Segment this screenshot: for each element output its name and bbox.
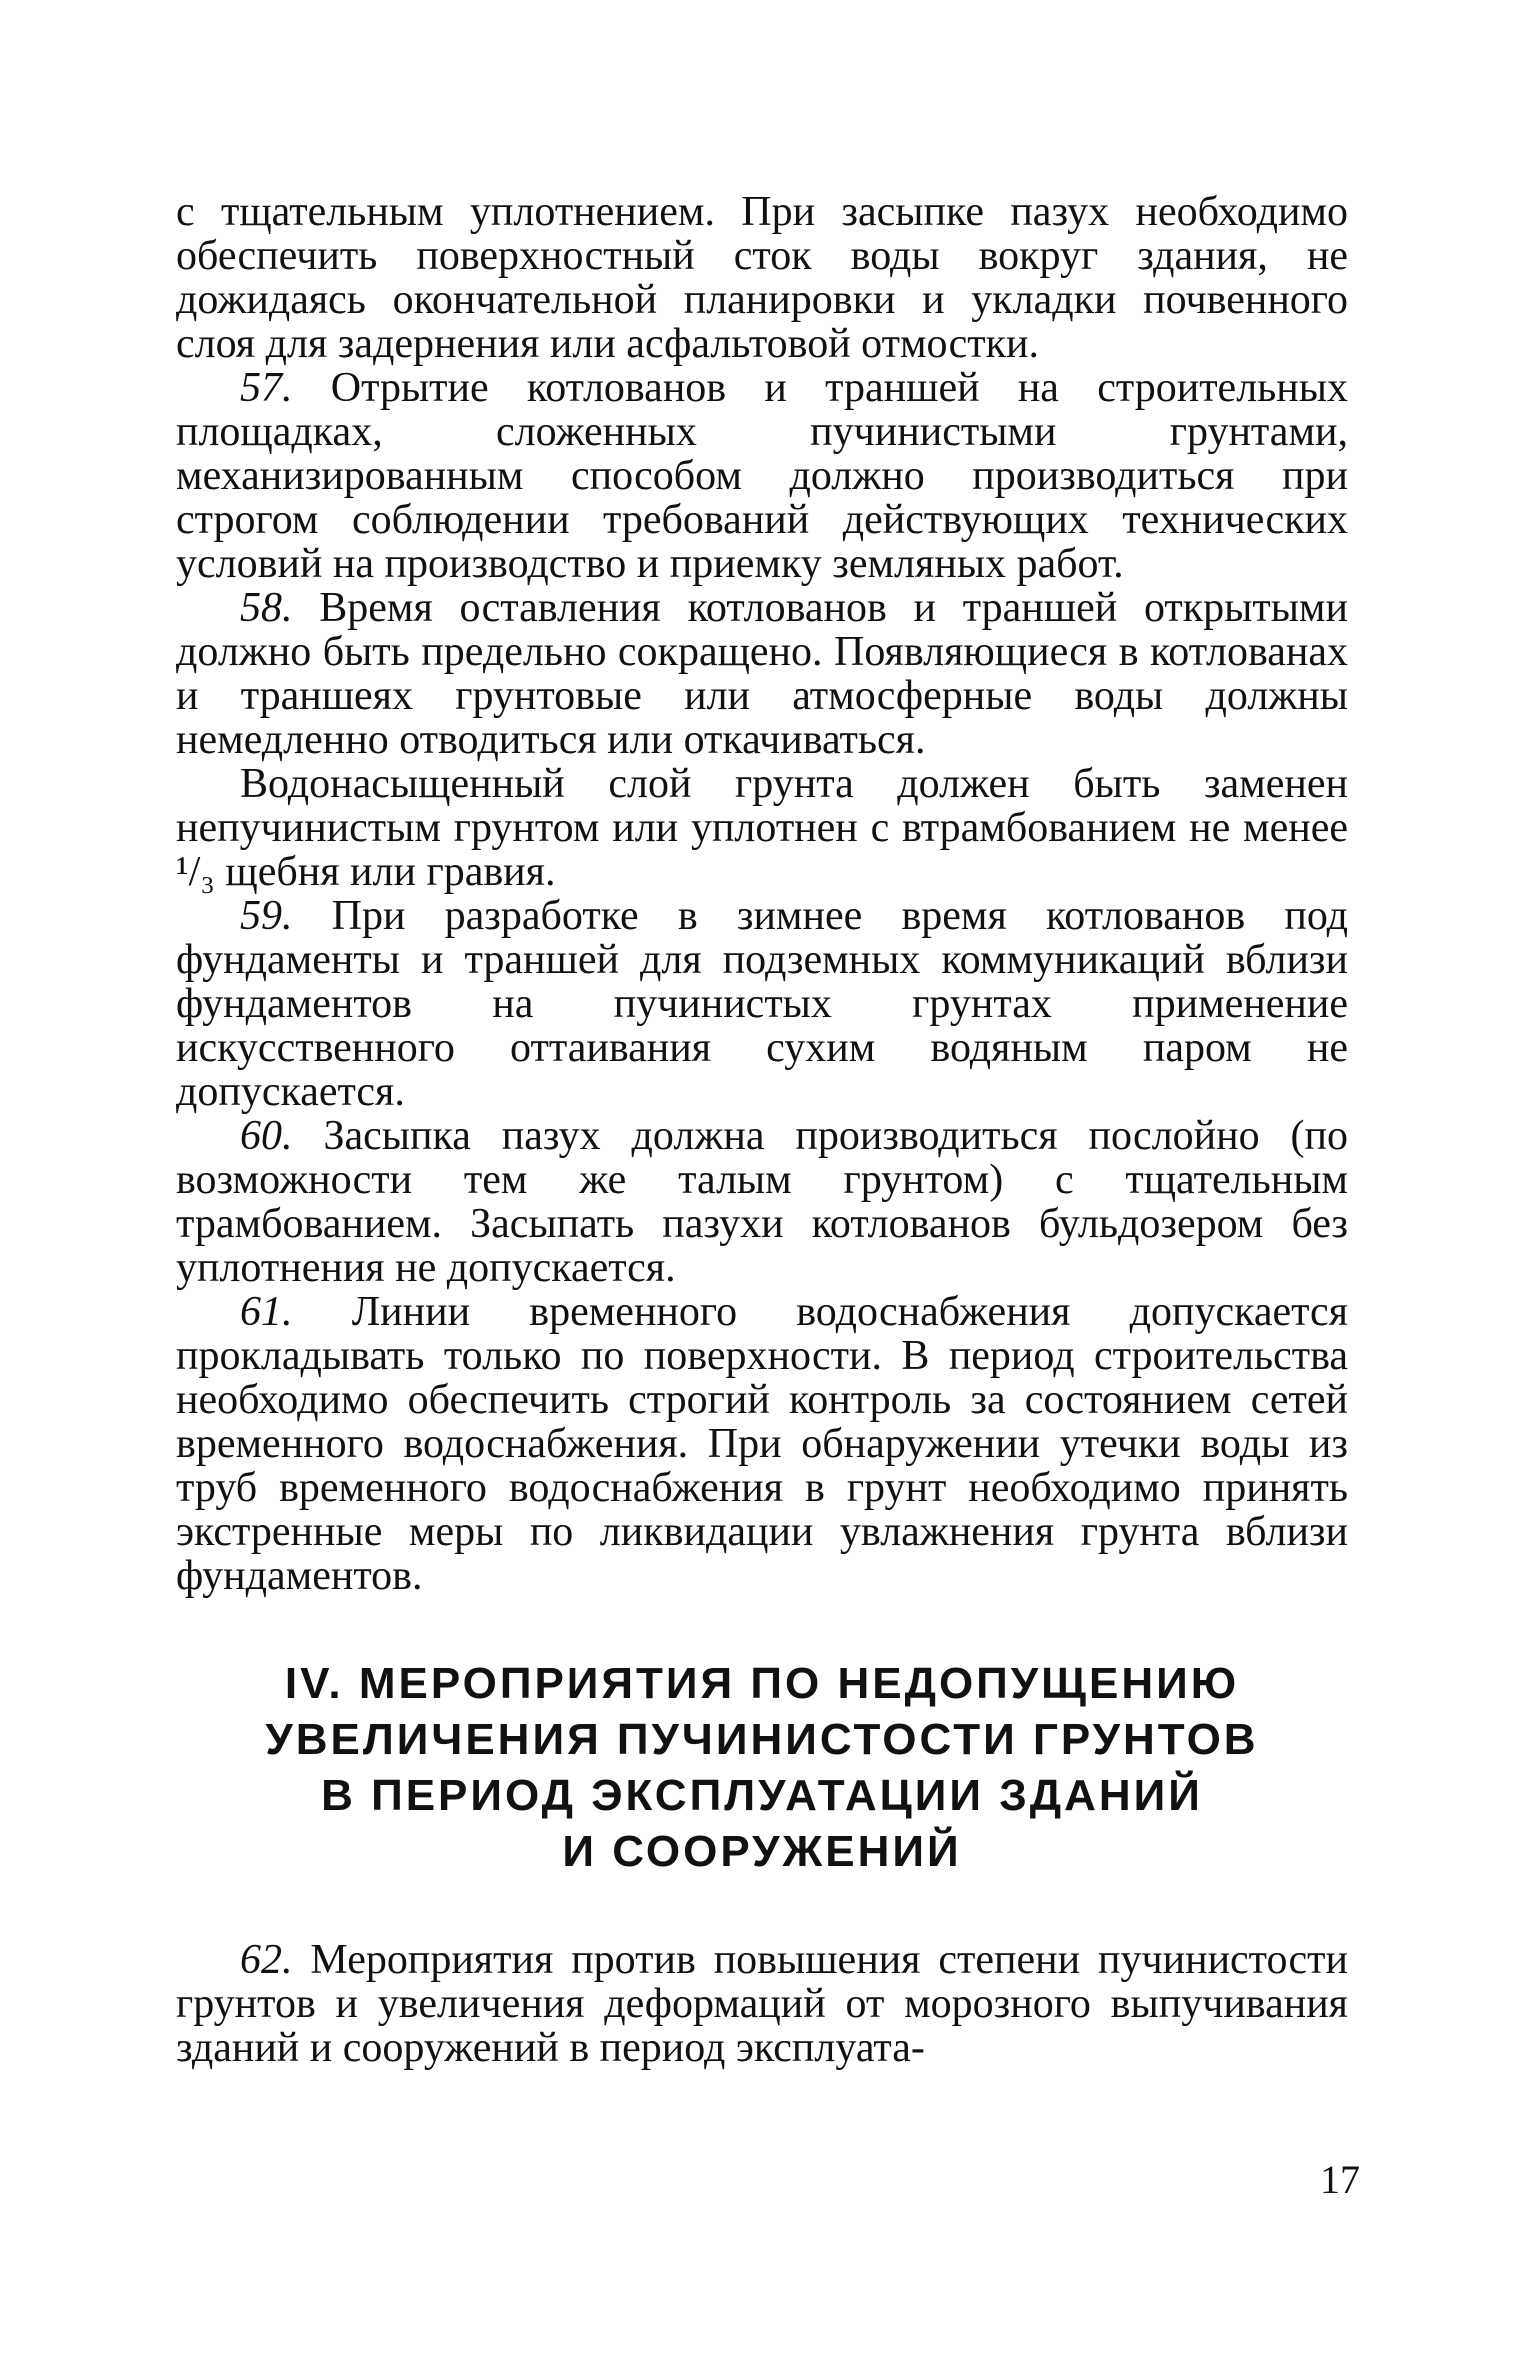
section-heading [176,1656,1348,1880]
paragraph-number: 59. [240,893,293,939]
paragraph-59 [176,894,1348,1114]
heading-line: УВЕЛИЧЕНИЯ ПУЧИНИСТОСТИ ГРУНТОВ [265,1715,1259,1764]
heading-line: В ПЕРИОД ЭКСПЛУАТАЦИИ ЗДАНИЙ [321,1771,1203,1820]
paragraph-text: Засыпка пазух должна производиться послойно (по возможности тем же талым грунтом) с тщательным трамбованием. Засыпать пазухи котлованов бульдозером без уплотнения не допускается. [176,1113,1348,1291]
paragraph-number: 60. [240,1113,293,1159]
paragraph-continuation [176,190,1348,366]
heading-line: И СООРУЖЕНИЙ [562,1827,962,1876]
paragraph-text: Время оставления котлованов и траншей открытыми должно быть предельно сокращено. Появляющиеся в котлованах и траншеях грунтовые или атмосферные воды должны немедленно отводиться или откачиваться. [176,585,1348,763]
paragraph-61 [176,1290,1348,1598]
paragraph-text: Линии временного водоснабжения допускается прокладывать только по поверхности. В период строительства необходимо обеспечить строгий контроль за состоянием сетей временного водоснабжения. При обнаружении утечки воды из труб временного водоснабжения в грунт необходимо принять экстренные меры по ликвидации увлажнения грунта вблизи фундаментов. [176,1289,1349,1599]
paragraph-text: При разработке в зимнее время котлованов под фундаменты и траншей для подземных коммуникаций вблизи фундаментов на пучинистых грунтах применение искусственного оттаивания сухим водяным паром не допускается. [176,893,1348,1115]
paragraph-57 [176,366,1348,586]
paragraph-58-continued [176,762,1348,894]
paragraph-text: Мероприятия против повышения степени пучинистости грунтов и увеличения деформаций от морозного выпучивания зданий и сооружений в период эксплуата- [176,1937,1349,2071]
document-page [176,190,1348,2070]
paragraph-60 [176,1114,1348,1290]
paragraph-text: с тщательным уплотнением. При засыпке пазух необходимо обеспечить поверхностный сток воды вокруг здания, не дожидаясь окончательной планировки и укладки почвенного слоя для задернения или асфальтовой отмостки. [176,189,1348,367]
paragraph-number: 61. [240,1289,293,1335]
paragraph-58 [176,586,1348,762]
paragraph-62 [176,1938,1348,2070]
paragraph-text: Водонасыщенный слой грунта должен быть заменен непучинистым грунтом или уплотнен с втрамбованием не менее ¹/₃ щебня или гравия. [176,761,1348,895]
heading-line: IV. МЕРОПРИЯТИЯ ПО НЕДОПУЩЕНИЮ [284,1659,1240,1708]
paragraph-text: Отрытие котлованов и траншей на строительных площадках, сложенных пучинистыми грунтами, механизированным способом должно производиться при строгом соблюдении требований действующих технических условий на производство и приемку земляных работ. [176,365,1348,587]
paragraph-number: 58. [240,585,293,631]
paragraph-number: 62. [240,1937,293,1983]
paragraph-number: 57. [240,365,293,411]
page-number: 17 [1320,2157,1360,2202]
